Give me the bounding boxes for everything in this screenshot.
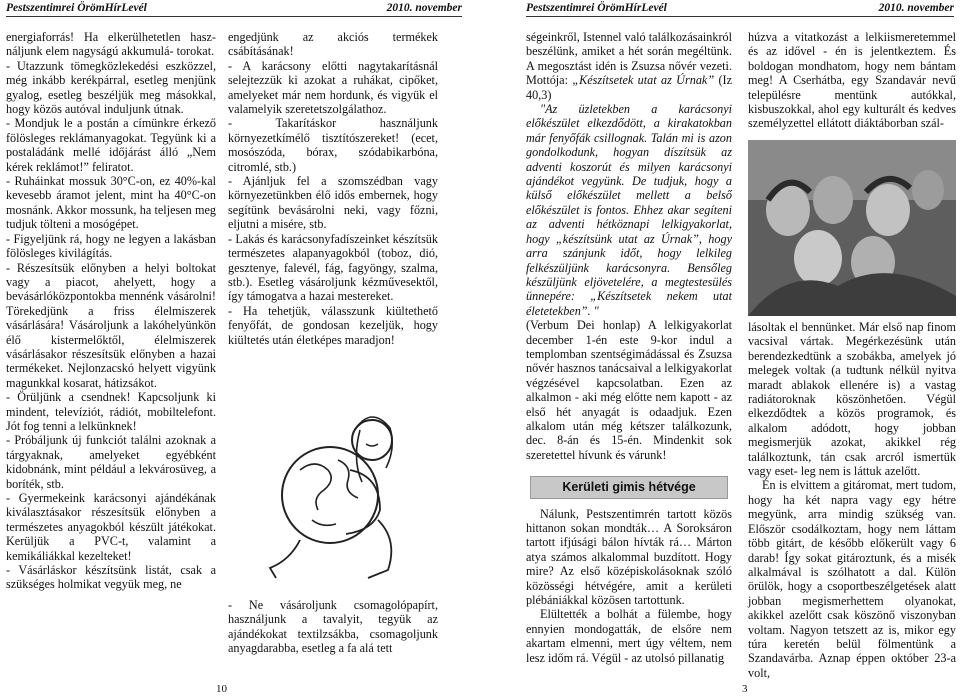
section-title-box: Kerületi gimis hétvége — [530, 476, 728, 498]
col1-para: - Vásárláskor készítsünk listát, csak a szükséges holmikat vegyük meg, ne — [6, 563, 216, 592]
column-2-bottom — [228, 598, 438, 656]
left-header-title: Pestszentimrei ÖrömHírLevél — [6, 2, 147, 14]
col2-para: engedjünk az akciós termékek csábításának! — [228, 30, 438, 59]
col2-para: - Ha tehetjük, válasszunk kiültethető fenyőfát, de gondosan kezeljük, hogy kiültetés után életképes maradjon! — [228, 303, 438, 347]
col3-bottom-2: Elültették a bolhát a fülembe, hogy ennyien mondogatták, de elsőre nem akartam elmenni, mert úgy véltem, nem lesz időm rá. Végül - az utolsó pillanatig — [526, 607, 732, 665]
right-header-title: Pestszentimrei ÖrömHírLevél — [526, 2, 667, 14]
column-1 — [6, 30, 216, 592]
col3-ref: (Iz 40,3) — [526, 73, 733, 102]
left-header — [6, 2, 462, 17]
col2-para: - Takarításkor használjunk környezetkímélő tisztítószereket! (ecet, mosószóda, bórax, szódabikarbóna, citromlé, stb.) — [228, 116, 438, 174]
group-photo-icon — [748, 140, 956, 316]
col1-para: - Próbáljunk új funkciót találni azoknak a tárgyaknak, amelyeket egyébként kidobnánk, mint például a lekvárosüveg, a boríték, stb. — [6, 433, 216, 491]
col3-bottom-1: Nálunk, Pestszentimrén tartott közös hittanon sokan mondták… A Soroksáron tartott ifjúsági bálon hívták rá… Márton atya számos alkalommal buzdított. Hogy mire? Az első középiskolásoknak szóló közösségi hétvégére, amit a kerületi plébániákkal közösen tartottunk. — [526, 506, 732, 608]
column-3 — [526, 30, 732, 665]
page-number-right: 3 — [742, 683, 748, 695]
col1-para: - Utazzunk tömegközlekedési eszközzel, még inkább kerékpárral, esetleg menjünk gyalog, esetleg beszéljük meg másokkal, hogy közös autóval induljunk útnak. — [6, 58, 216, 117]
col1-para: - Gyermekeink karácsonyi ajándékának kiválasztásakor részesítsük előnyben a természetes anyagokból készült játékokat. Kerüljük a PVC-t, valamint a kemikáliákkal kezelteket! — [6, 491, 216, 563]
col1-para: energiaforrás! Ha elkerülhetetlen hasz- náljunk elem nagyságú akkumulá- torokat. — [6, 30, 216, 59]
page-number-left: 10 — [216, 683, 227, 695]
col1-para: - Mondjuk le a postán a címünkre érkező fölösleges reklámanyagokat. Tegyünk ki a postaládánk mellé időjárást álló „Nem kérek reklámot!” feliratot. — [6, 116, 216, 174]
right-header — [526, 2, 954, 17]
right-header-date: 2010. november — [878, 2, 954, 14]
col1-para: - Örüljünk a csendnek! Kapcsoljunk ki mindent, televíziót, rádiót, mobiltelefont. Jót fog tenni a lelkünknek! — [6, 390, 216, 433]
col1-para: - Figyeljünk rá, hogy ne legyen a lakásban fölösleges kivilágítás. — [6, 231, 216, 261]
column-2 — [228, 30, 438, 347]
col2-para: - Ajánljuk fel a szomszédban vagy környezetünkben élő idős embernek, hogy segítünk bevásárolni neki, vagy főzni, eljutni a misére, stb. — [228, 174, 438, 232]
col2-bottom-para: - Ne vásároljunk csomagolópapírt, használjunk a tavalyit, tegyük az ajándékokat textilzsákba, csomagoljunk anyagdarabba, esetleg a fa alá tett — [228, 598, 438, 656]
col3-intro — [526, 30, 732, 102]
col2-para: - A karácsony előtti nagytakarításnál selejtezzük ki azokat a ruhákat, cipőket, amelyeket már nem hordunk, és vigyük el valamelyik szeretetszolgálathoz. — [228, 58, 438, 117]
globe-hug-drawing-icon — [260, 400, 420, 590]
col1-para: - Ruháinkat mossuk 30°C-on, ez 40%-kal kevesebb áramot jelent, mint ha 40°C-on mosnánk. Akkor mossunk, ha teljesen meg tudjuk tölteni a mosógépet. — [6, 174, 216, 232]
col3-top: ségeinkről, Istennel való találkozásainkról beszélünk, amiket a hét során megéltünk. A megosztást idén is Zsuzsa nővér vezeti. Mottója: — [526, 30, 732, 88]
col3-motto: „Készítsetek utat az Úrnak” — [572, 73, 715, 88]
col4-bottom-1: lásoltak el bennünket. Már első nap finom vacsival vártak. Megérkezésünk után berendezkedtünk a szobákba, amelyek jó melegek voltak (a tudtunk nélkül nyitva maradt ablakok ellenére is) a vastag radiátoroknak köszönhetően. Végül elkezdődtek a közös programok, és alkalom adódott, hogy jobban megismerjük azokat, akikkel rég találkoztunk, tán csak arcról ismertük vagy eset- leg nem is láttuk azelőtt. — [748, 320, 956, 479]
col3-quote: "Az üzletekben a karácsonyi előkészület elkezdődött, a kirakatokban már fenyőfák csillognak. Talán mi is azon gondolkodunk, hogyan díszítsük az adventi koszorút és milyen karácsonyi ajándékot vegyünk. De tudjuk, hogy a külső előkészület mellett a belső előkészület is fontos. Ehhez akar segíteni az adventi hétköznapi lelkigyakorlat, hogy „készítsünk utat az Úrnak”, hogy arra szánjunk időt, hogy lelkileg felkészüljünk karácsonyra. Bensőleg készüljünk eljövetelére, a megtestesülés ünnepére: „Készítsetek nekem utat életetekben”. " — [526, 102, 732, 318]
right-page — [480, 0, 960, 696]
col3-after: (Verbum Dei honlap) A lelkigyakorlat december 1-én este 9-kor indul a templomban szentségimádással és Zsuzsa nővér hasznos tanácsaival a lelkigyakorlat végzésével kapcsolatban. Ezen az alkalmon - aki még előtte nem kapott - az első hét anyagát is odaadjuk. Ezen alkalom után még kétszer találkozunk, dec. 8-án és 15-én. Mindenkit sok szeretettel hívunk és várunk! — [526, 318, 732, 462]
column-4-bottom — [748, 320, 956, 680]
column-4 — [748, 30, 956, 131]
col4-top: húzva a vitatkozást a lelkiismeretemmel és az idővel - én is jelentkeztem. És boldogan mondhatom, hogy nem bántam meg! A Cserhátba, egy Szandavár nevű településre mentünk autókkal, kisbuszokkal, ahol egy kulturált és kedves személyzettel ellátott diáktáborban szál- — [748, 30, 956, 131]
col2-para: - Lakás és karácsonyfadíszeinket készítsük természetes alapanyagokból (toboz, dió, gesztenye, falevél, fág, fagyöngy, szalma, stb.). Esetleg vásároljunk kézművesektől, így támogatva a hazai mestereket. — [228, 231, 438, 304]
col1-para: - Részesítsük előnyben a helyi boltokat vagy a piacot, ahelyett, hogy a bevásárlóközpontokba mennénk vásárolni! Törekedjünk a friss élelmiszerek vásárlására! Vásároljunk a lakóhelyünkön élő kistermelőktől, élelmiszerek vásárlásakor részesítsük előnyben a hazai termékeket. Nejlonzacskó helyett vigyünk magunkkal kosarat, hátizsákot. — [6, 260, 216, 390]
col4-bottom-2: Én is elvittem a gitáromat, mert tudom, hogy ha két napra vagy egy hétre megyünk, arra mindig szükség van. Először csodálkoztam, hogy nem láttam több gitárt, de később előkerült vagy 6 darab! Így sokat gitároztunk, és a misék alkalmával is szólhatott a dal. Külön örülök, hogy a csoportbeszélgetések alatt jobban megismerhettem olyanokat, akikkel azelőtt csak köszönő viszonyban voltam. Nagyon tetszett az is, mikor egy túra keretén belül fölmentünk a Szandavárba. Aznap éppen október 23-a volt, — [748, 478, 956, 680]
left-header-date: 2010. november — [386, 2, 462, 14]
